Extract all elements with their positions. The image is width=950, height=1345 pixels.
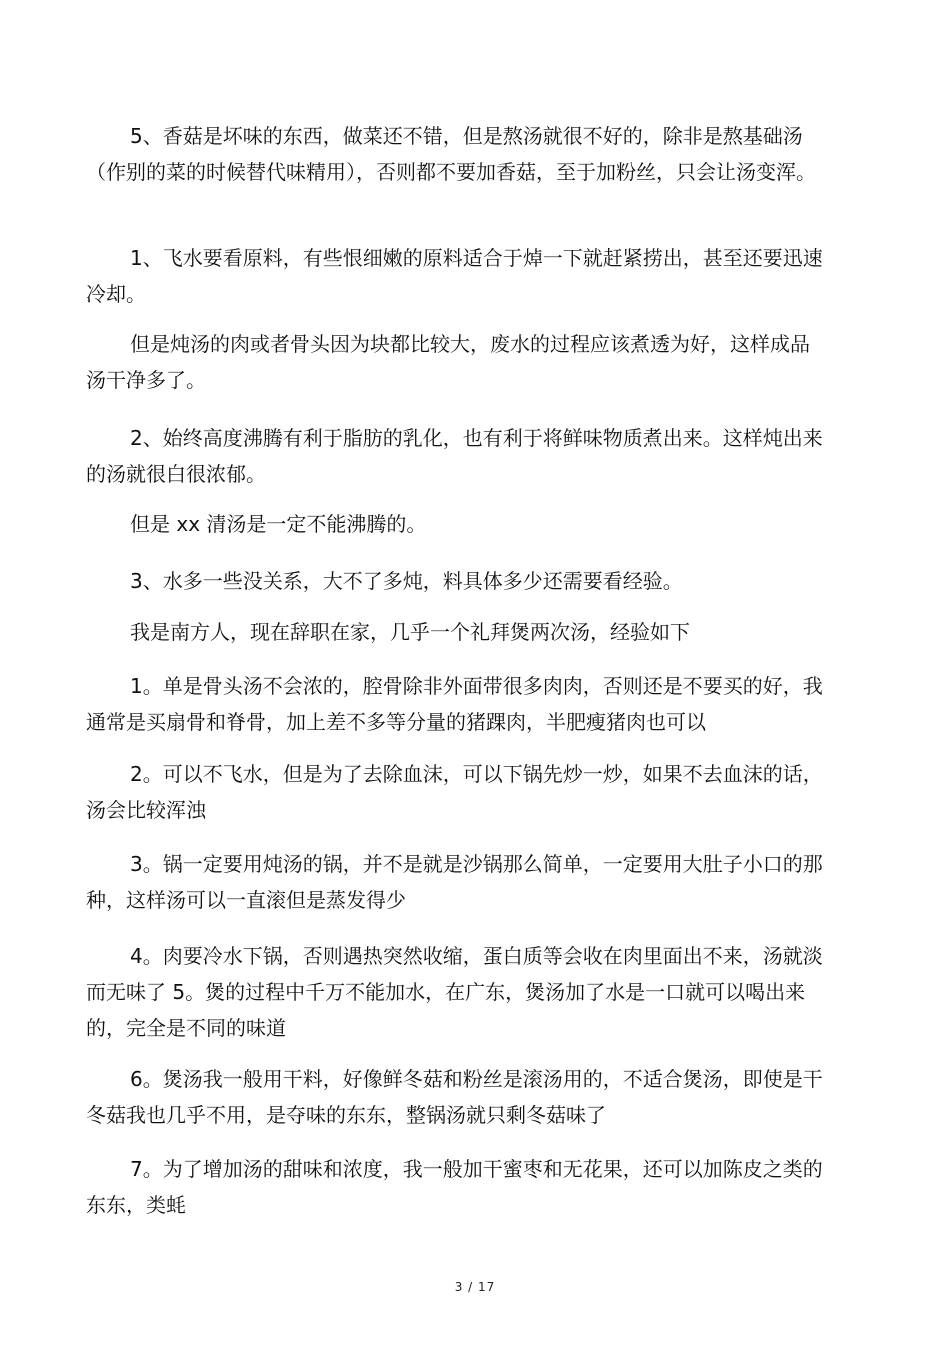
page-number: 3 / 17 — [454, 1280, 496, 1294]
paragraph-water-tip: 3、水多一些没关系，大不了多炖，料具体多少还需要看经验。 — [130, 569, 683, 593]
paragraph-cold-water-tip: 4。肉要冷水下锅，否则遇热突然收缩，蛋白质等会收在肉里面出不来，汤就淡而无味了 5。煲的过程中千万不能加水，在广东，煲汤加了水是一口就可以喝出来的，完全是不同的味道 — [86, 944, 823, 1040]
paragraph-clear-soup-note: 但是 xx 清汤是一定不能沸腾的。 — [130, 512, 427, 536]
paragraph-stew-meat-note: 但是炖汤的肉或者骨头因为块都比较大，废水的过程应该煮透为好，这样成品汤干净多了。 — [86, 332, 810, 392]
paragraph-sweetness-tip: 7。为了增加汤的甜味和浓度，我一般加干蜜枣和无花果，还可以加陈皮之类的东东，类蚝 — [86, 1157, 823, 1217]
paragraph-mushroom-tip: 5、香菇是坏味的东西，做菜还不错，但是熬汤就很不好的，除非是熬基础汤（作别的菜的时候替代味精用），否则都不要加香菇，至于加粉丝，只会让汤变浑。 — [86, 124, 816, 184]
paragraph-experience-intro: 我是南方人，现在辞职在家，几乎一个礼拜煲两次汤，经验如下 — [130, 620, 690, 644]
paragraph-blood-foam-tip: 2。可以不飞水，但是为了去除血沫，可以下锅先炒一炒，如果不去血沫的话，汤会比较浑浊 — [86, 762, 823, 822]
paragraph-blanching-tip: 1、飞水要看原料，有些恨细嫩的原料适合于焯一下就赶紧捞出，甚至还要迅速冷却。 — [86, 246, 823, 306]
paragraph-bone-soup-tip: 1。单是骨头汤不会浓的，腔骨除非外面带很多肉肉，否则还是不要买的好，我通常是买扇骨和脊骨，加上差不多等分量的猪踝肉，半肥瘦猪肉也可以 — [86, 674, 823, 734]
paragraph-boiling-tip: 2、始终高度沸腾有利于脂肪的乳化，也有利于将鲜味物质煮出来。这样炖出来的汤就很白很浓郁。 — [86, 426, 823, 486]
paragraph-pot-tip: 3。锅一定要用炖汤的锅，并不是就是沙锅那么简单，一定要用大肚子小口的那种，这样汤可以一直滚但是蒸发得少 — [86, 852, 823, 912]
paragraph-dried-ingredients-tip: 6。煲汤我一般用干料，好像鲜冬菇和粉丝是滚汤用的，不适合煲汤，即使是干冬菇我也几乎不用，是夺味的东东，整锅汤就只剩冬菇味了 — [86, 1067, 823, 1127]
